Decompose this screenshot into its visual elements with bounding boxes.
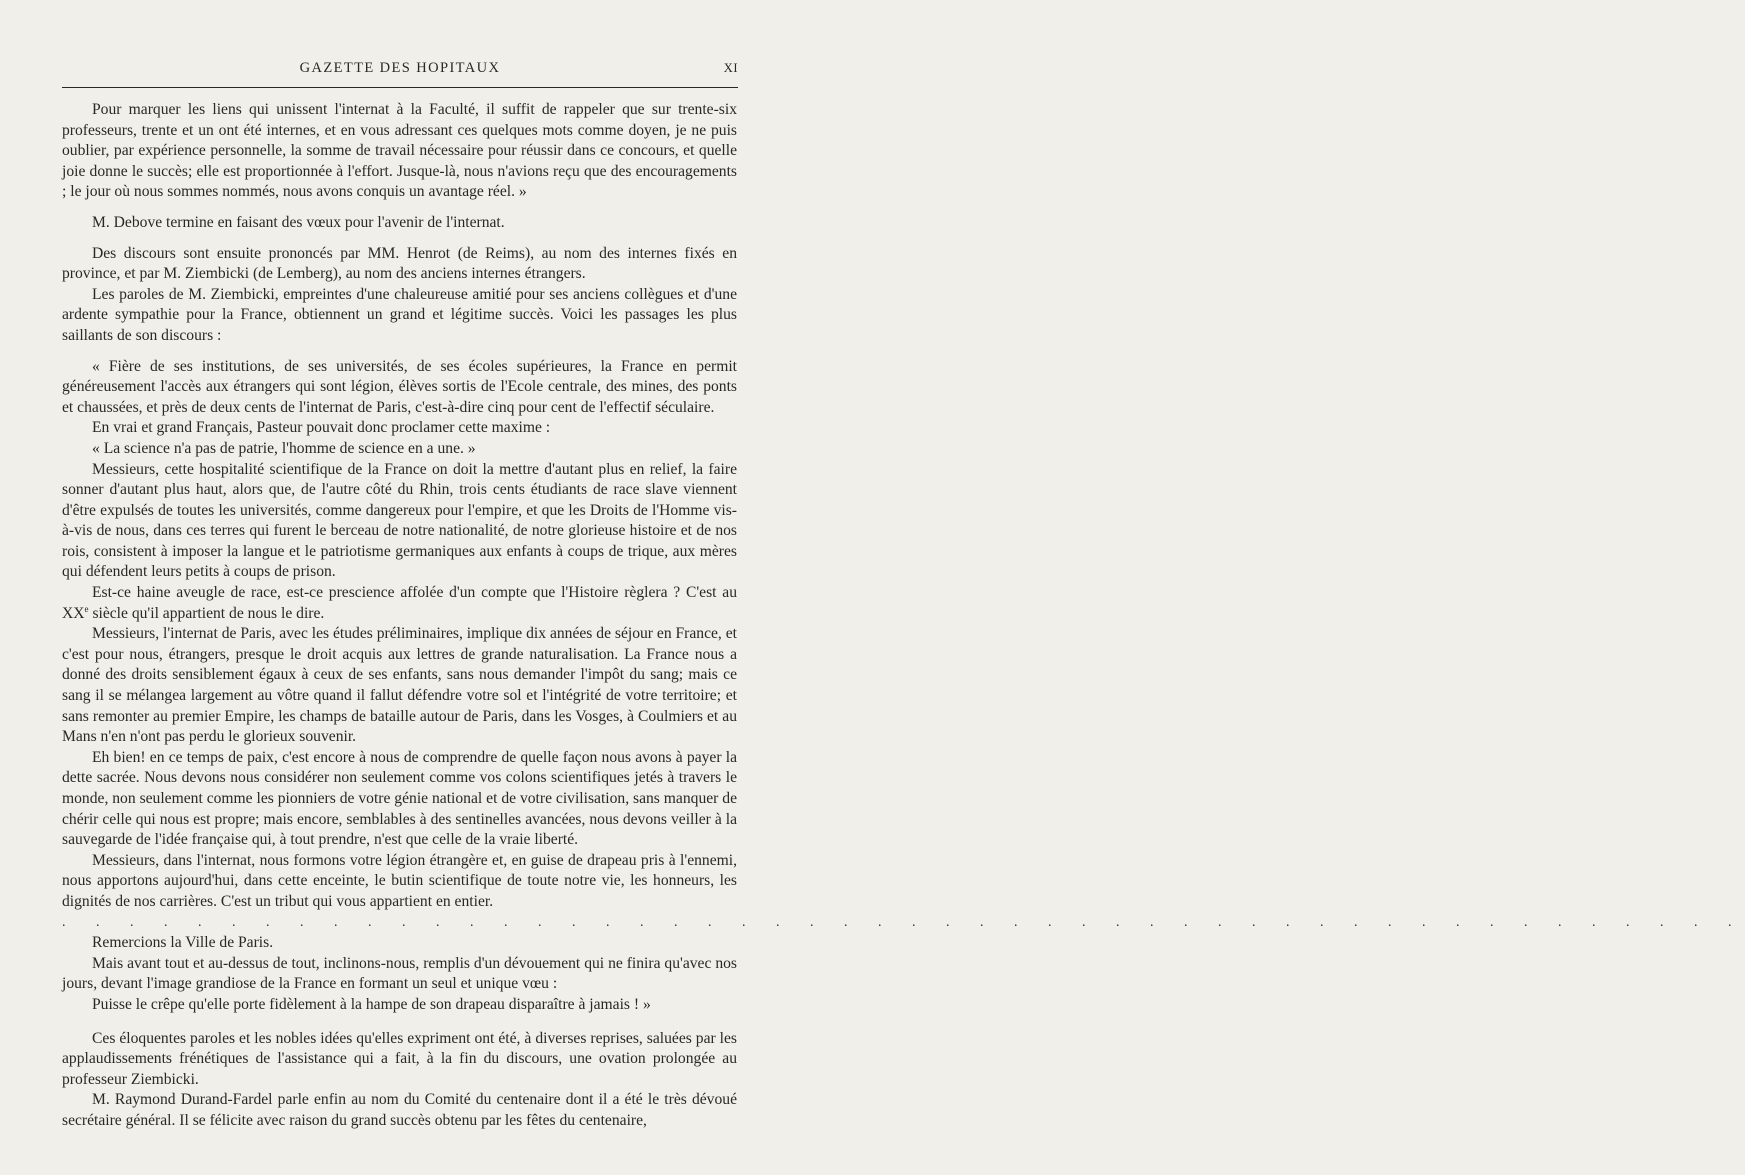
paragraph-debove: M. Debove termine en faisant des vœux pour l'avenir de l'internat. [92, 213, 505, 231]
page-number: XI [723, 61, 738, 75]
paragraph-hospitalite: Messieurs, cette hospitalité scientifique de la France on doit la mettre d'autant plus en relief, la faire sonner d'autant plus haut, alors que, de l'autre côté du Rhin, trois cents étudiants de race slave viennent d'être expulsés de toutes les universités, comme dangereux pour l'empire, et que les Droits de l'Homme vis-à-vis de nous, dans ces terres qui furent le berceau de notre nationalité, de notre glorieuse histoire et de nos rois, consistent à imposer la langue et le patriotisme germaniques aux enfants à coups de trique, aux mères qui défendent leurs petits à coups de prison. [62, 460, 737, 581]
ellipsis-row: . . . . . . . . . . . . . . . . . . . . . . . . . . . . . . . . . . . . . . . . . . . . . . . . . . [62, 914, 1745, 930]
paragraph-applaudissements: Ces éloquentes paroles et les nobles idées qu'elles expriment ont été, à diverses reprises, saluées par les applaudissements frénétiques de l'assistance qui a fait, à la fin du discours, une ovation prolongée au professeur Ziembicki. [62, 1029, 737, 1088]
paragraph-durand-fardel: M. Raymond Durand-Fardel parle enfin au nom du Comité du centenaire dont il a été le très dévoué secrétaire général. Il se félicite avec raison du grand succès obtenu par les fêtes du centenaire, [62, 1091, 737, 1129]
paragraph-faculte: Pour marquer les liens qui unissent l'internat à la Faculté, il suffit de rappeler que sur trente-six professeurs, trente et un ont été internes, et en vous adressant ces quelques mots comme doyen, je ne puis oublier, par expérience personnelle, la somme de travail nécessaire pour réussir dans ce concours, et quelle joie donne le succès; elle est proportionnée à l'effort. Jusque-là, nous n'avions reçu que des encouragements ; le jour où nous sommes nommés, nous avons conquis un avantage réel. » [62, 101, 737, 201]
paragraph-remercions: Remercions la Ville de Paris. [92, 934, 274, 952]
paragraph-haine-end: siècle qu'il appartient de nous le dire. [92, 604, 325, 622]
paragraph-internat: Messieurs, l'internat de Paris, avec les études préliminaires, implique dix années de séjour en France, et c'est pour nous, étrangers, presque le droit acquis aux lettres de grande naturalisation. La France nous a donné des droits sensiblement égaux à ceux de ses enfants, sans nous demander l'impôt du sang; mais ce sang il se mélangea largement au vôtre quand il fallut défendre votre sol et l'intégrité de votre territoire; et sans remonter au premier Empire, les champs de bataille autour de Paris, dans les Vosges, à Coulmiers et au Mans n'en n'ont pas perdu le glorieux souvenir. [62, 625, 737, 746]
article-body [62, 100, 1745, 1132]
paragraph-haine-text: Est-ce haine aveugle de race, est-ce prescience affolée d'un compte que l'Histoire règlera ? C'est au [92, 584, 737, 602]
header-rule [62, 87, 738, 88]
paragraph-crepe: Puisse le crêpe qu'elle porte fidèlement à la hampe de son drapeau disparaître à jamais ! » [92, 995, 651, 1013]
paragraph-paix: Eh bien! en ce temps de paix, c'est encore à nous de comprendre de quelle façon nous avons à payer la dette sacrée. Nous devons nous considérer non seulement comme vos colons scientifiques jetés à travers le monde, non seulement comme les pionniers de votre génie national et de votre civilisation, sans manquer de chérir celle qui nous est propre; mais encore, semblables à des sentinelles avancées, nous devons veiller à la sauvegarde de l'idée française qui, à tout prendre, n'est que celle de la vraie liberté. [62, 748, 737, 849]
paragraph-haine [62, 583, 737, 624]
paragraph-inclinons: Mais avant tout et au-dessus de tout, inclinons-nous, remplis d'un dévouement qui ne finira qu'avec nos jours, devant l'image grandiose de la France en formant un seul et unique vœu : [62, 954, 737, 993]
paragraph-maxime: « La science n'a pas de patrie, l'homme de science en a une. » [92, 439, 476, 457]
paragraph-quote-institutions: « Fière de ses institutions, de ses universités, de ses écoles supérieures, la France en permit généreusement l'accès aux étrangers qui sont légion, élèves sortis de l'Ecole centrale, des mines, des ponts et chaussées, et près de deux cents de l'internat de Paris, c'est-à-dire cinq pour cent de l'effectif séculaire. [62, 357, 737, 416]
paragraph-ziembicki-intro: Les paroles de M. Ziembicki, empreintes d'une chaleureuse amitié pour ses anciens collègues et d'une ardente sympathie pour la France, obtiennent un grand et légitime succès. Voici les passages les plus saillants de son discours : [62, 285, 737, 344]
paragraph-pasteur: En vrai et grand Français, Pasteur pouvait donc proclamer cette maxime : [92, 419, 551, 437]
paragraph-discours: Des discours sont ensuite prononcés par MM. Henrot (de Reims), au nom des internes fixés en province, et par M. Ziembicki (de Lemberg), au nom des anciens internes étrangers. [62, 244, 737, 283]
journal-title: GAZETTE DES HOPITAUX [299, 60, 501, 76]
century-roman: XX [62, 604, 85, 622]
paragraph-legion: Messieurs, dans l'internat, nous formons votre légion étrangère et, en guise de drapeau pris à l'ennemi, nous apportons aujourd'hui, dans cette enceinte, le butin scientifique de toute notre vie, les honneurs, les dignités de nos carrières. C'est un tribut qui vous appartient en entier. [62, 851, 737, 910]
century-superscript: e [84, 603, 89, 614]
running-header [62, 60, 738, 80]
